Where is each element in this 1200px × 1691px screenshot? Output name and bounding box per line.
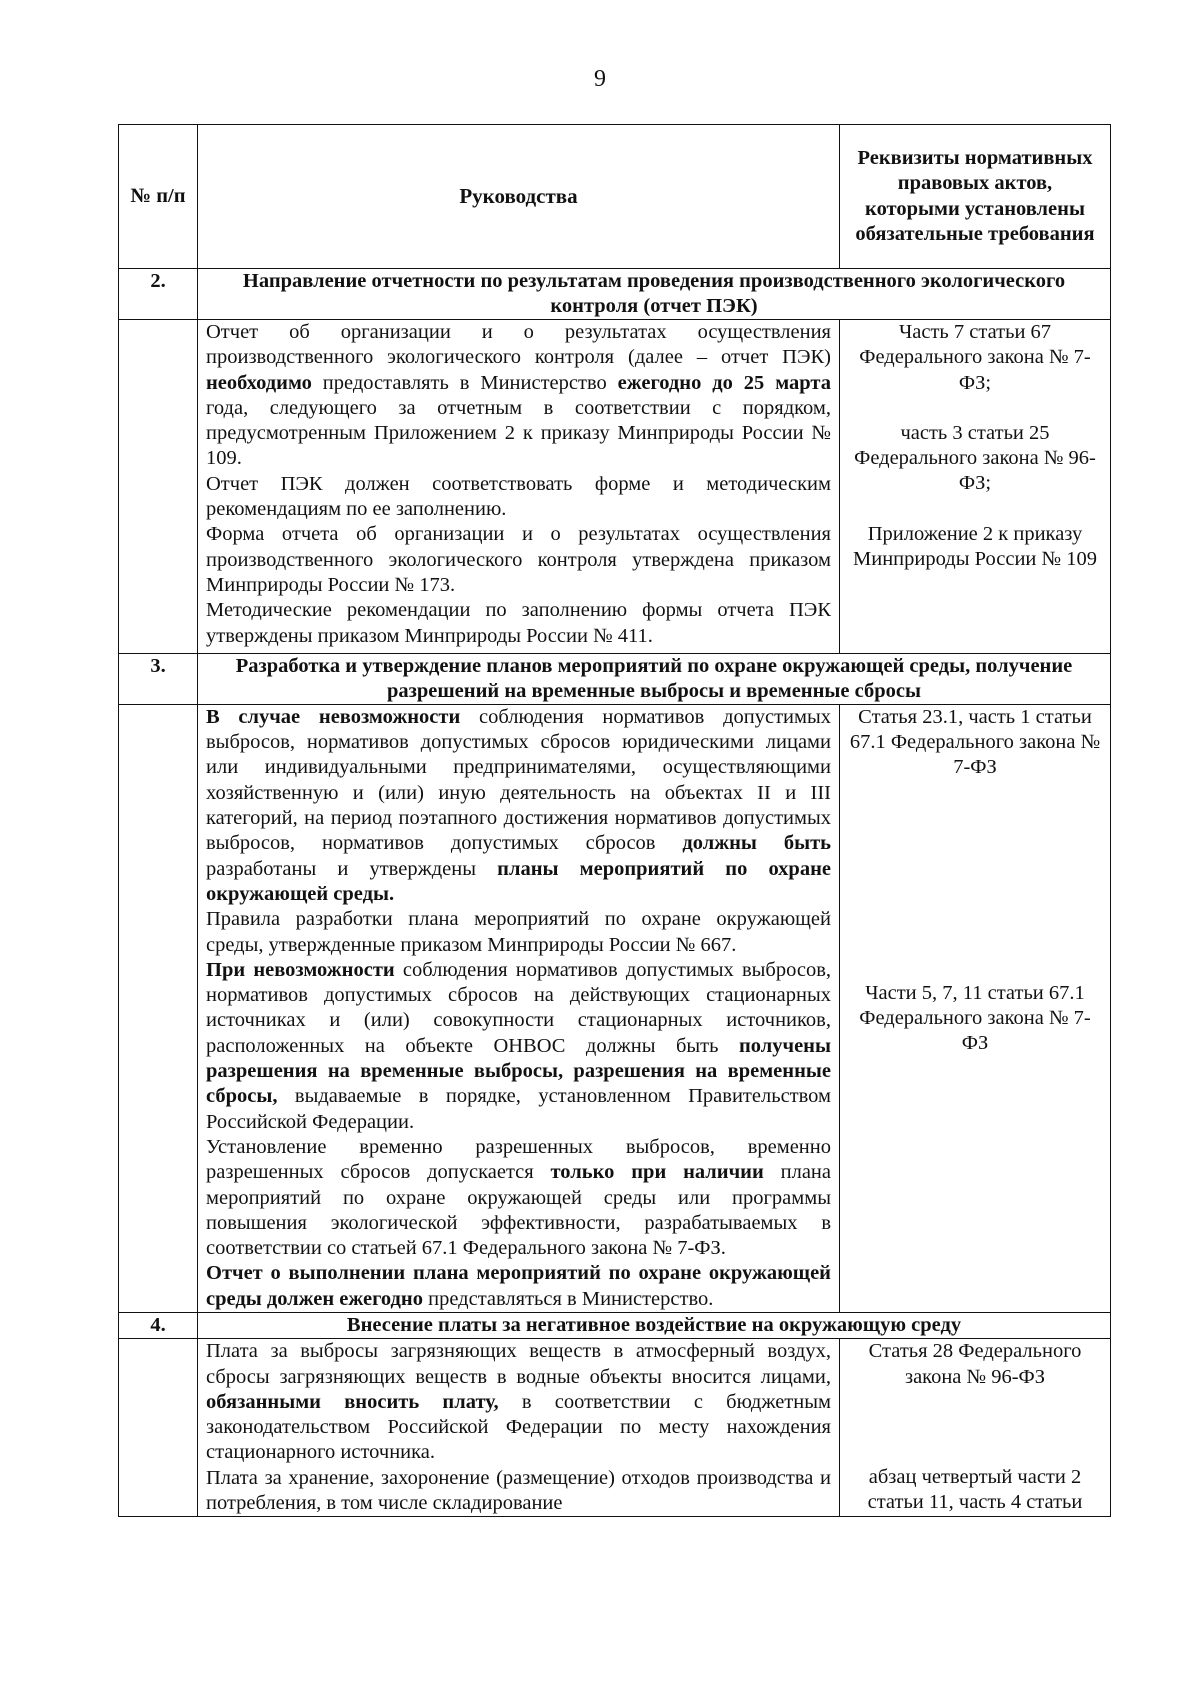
section-number: 4. <box>119 1312 198 1338</box>
text-run: Методические рекомендации по заполнению формы отчета ПЭК утверждены приказом Минприроды России № 411. <box>206 599 831 647</box>
section-number: 2. <box>119 269 198 320</box>
empty-number-cell <box>119 704 198 1312</box>
text-run: Отчет об организации и о результатах осуществления производственного экологического контроля (далее – отчет ПЭК) <box>206 321 831 369</box>
spacer <box>848 781 1102 981</box>
requirement-paragraph <box>206 522 831 598</box>
legal-reference: Часть 7 статьи 67 Федерального закона № 7-ФЗ; <box>859 321 1091 394</box>
requirement-paragraph <box>206 320 831 472</box>
text-run: Плата за хранение, захоронение (размещение) отходов производства и потребления, в том числе складирование <box>206 1466 831 1515</box>
bold-text: В случае невозможности <box>206 705 461 728</box>
bold-text: ежегодно до 25 марта <box>617 371 831 394</box>
empty-number-cell <box>119 1339 198 1517</box>
spacer <box>848 497 1102 522</box>
legal-references <box>840 320 1111 654</box>
bold-text: обязанными вносить плату, <box>206 1390 499 1413</box>
bold-text: Отчет о выполнении плана мероприятий по охране окружающей среды должен ежегодно <box>206 1262 831 1310</box>
section-title-row <box>119 269 1111 320</box>
text-run: Правила разработки плана мероприятий по охране окружающей среды, утвержденные приказом Минприроды России № 667. <box>206 908 831 956</box>
text-run: представляться в Министерство. <box>423 1287 714 1310</box>
bold-text: должны быть <box>682 832 831 855</box>
requirements-table <box>118 124 1111 1517</box>
section-title-row <box>119 653 1111 704</box>
text-run: Плата за выбросы загрязняющих веществ в атмосферный воздух, сбросы загрязняющих веществ в водные объекты вносится лицами, <box>206 1340 831 1388</box>
header-number: № п/п <box>119 125 198 269</box>
text-run: в соответствии с бюджетным законодательством Российской Федерации по месту нахождения стационарного источника. <box>206 1390 831 1464</box>
text-run: Отчет ПЭК должен соответствовать форме и методическим рекомендациям по ее заполнению. <box>206 472 831 521</box>
section-content-row <box>119 320 1111 654</box>
bold-text: получены разрешения на временные выбросы, разрешения на временные сбросы, <box>206 1034 831 1108</box>
legal-reference: Части 5, 7, 11 статьи 67.1 Федерального закона № 7-ФЗ <box>859 981 1091 1055</box>
page-number: 9 <box>594 66 606 92</box>
requirement-paragraph <box>206 907 831 958</box>
requirement-paragraph <box>206 1339 831 1465</box>
bold-text: планы мероприятий по охране окружающей среды. <box>206 857 831 905</box>
requirement-paragraph <box>206 598 831 649</box>
legal-references <box>840 704 1111 1312</box>
legal-reference: абзац четвертый части 2 статьи 11, часть 4 статьи <box>867 1465 1083 1514</box>
section-title-row <box>119 1312 1111 1338</box>
spacer <box>848 396 1102 421</box>
text-run: предоставлять в Министерство <box>311 371 618 394</box>
requirement-text <box>198 1339 840 1517</box>
section-content-row <box>119 1339 1111 1517</box>
section-number: 3. <box>119 653 198 704</box>
spacer <box>848 1390 1102 1465</box>
bold-text: необходимо <box>206 371 312 394</box>
text-run: соблюдения нормативов допустимых выбросов, нормативов допустимых сбросов юридическими лицами или индивидуальными предпринимателями, осуществляющими хозяйственную и (или) иную деятельность на объектах II и III категорий, на период поэтапного достижения нормативов допустимых выбросов, нормативов допустимых сбросов <box>206 705 831 855</box>
requirement-paragraph <box>206 705 831 907</box>
legal-reference: часть 3 статьи 25 Федерального закона № 96-ФЗ; <box>854 421 1096 495</box>
legal-references <box>840 1339 1111 1517</box>
text-run: Форма отчета об организации и о результатах осуществления производственного экологического контроля утверждена приказом Минприроды России № 173. <box>206 523 831 596</box>
requirement-paragraph <box>206 472 831 523</box>
requirement-paragraph <box>206 958 831 1135</box>
legal-reference: Статья 28 Федерального закона № 96-ФЗ <box>868 1340 1082 1388</box>
text-run: плана мероприятий по охране окружающей среды или программы повышения экологической эффективности, разрабатываемых в соответствии со статьей 67.1 Федерального закона № 7-ФЗ. <box>206 1161 831 1260</box>
bold-text: При невозможности <box>206 958 395 981</box>
requirement-paragraph <box>206 1135 831 1261</box>
header-requisites: Реквизиты нормативных правовых актов, которыми установлены обязательные требования <box>840 125 1111 269</box>
bold-text: только при наличии <box>550 1161 764 1184</box>
table-body <box>119 269 1111 1517</box>
requirement-text <box>198 704 840 1312</box>
text-run: года, следующего за отчетным в соответствии с порядком, предусмотренным Приложением 2 к приказу Минприроды России № 109. <box>206 396 831 470</box>
requirement-text <box>198 320 840 654</box>
section-title: Разработка и утверждение планов мероприятий по охране окружающей среды, получение разрешений на временные выбросы и временные сбросы <box>198 653 1111 704</box>
section-title: Направление отчетности по результатам проведения производственного экологического контроля (отчет ПЭК) <box>198 269 1111 320</box>
header-guide: Руководства <box>198 125 840 269</box>
requirement-paragraph <box>206 1261 831 1312</box>
text-run: Установление временно разрешенных выбросов, временно разрешенных сбросов допускается <box>206 1135 831 1184</box>
text-run: выдаваемые в порядке, установленном Правительством Российской Федерации. <box>206 1085 831 1133</box>
text-run: соблюдения нормативов допустимых выбросов, нормативов допустимых сбросов на действующих стационарных источниках и (или) совокупности стационарных источников, расположенных на объекте ОНВОС должны быть <box>206 958 831 1057</box>
table-header-row <box>119 125 1111 269</box>
text-run: разработаны и утверждены <box>206 857 498 880</box>
legal-reference: Статья 23.1, часть 1 статьи 67.1 Федерального закона № 7-ФЗ <box>849 705 1101 779</box>
legal-reference: Приложение 2 к приказу Минприроды России № 109 <box>853 522 1097 571</box>
section-content-row <box>119 704 1111 1312</box>
requirement-paragraph <box>206 1466 831 1517</box>
empty-number-cell <box>119 320 198 654</box>
section-title: Внесение платы за негативное воздействие на окружающую среду <box>198 1312 1111 1338</box>
